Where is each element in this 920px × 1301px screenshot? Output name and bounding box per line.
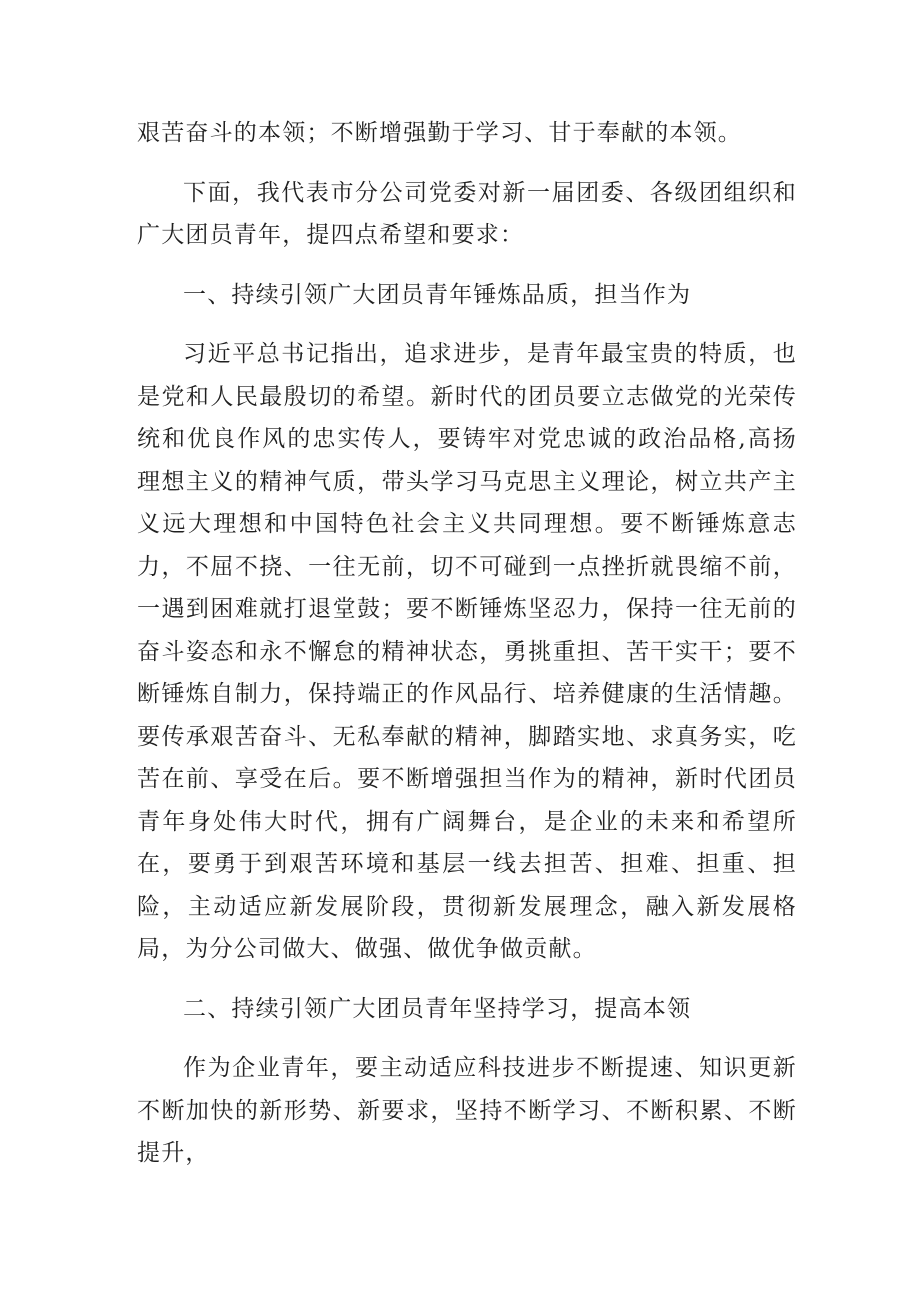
paragraph-intro: 下面，我代表市分公司党委对新一届团委、各级团组织和广大团员青年，提四点希望和要求： bbox=[137, 179, 797, 248]
section-heading-1: 一、持续引领广大团员青年锤炼品质，担当作为 bbox=[183, 281, 692, 308]
paragraph-continuation: 艰苦奋斗的本领；不断增强勤于学习、甘于奉献的本领。 bbox=[137, 120, 742, 146]
paragraph-section-1: 习近平总书记指出，追求进步，是青年最宝贵的特质，也是党和人民最殷切的希望。新时代的团员要立志做党的光荣传统和优良作风的忠实传人，要铸牢对党忠诚的政治品格,高扬理想主义的精神气质，带头学习马克思主义理论，树立共产主义远大理想和中国特色社会主义共同理想。要不断锤炼意志力，不屈不挠、一往无前，切不可碰到一点挫折就畏缩不前，一遇到困难就打退堂鼓；要不断锤炼坚忍力，保持一往无前的奋斗姿态和永不懈怠的精神状态，勇挑重担、苦干实干；要不断锤炼自制力，保持端正的作风品行、培养健康的生活情趣。要传承艰苦奋斗、无私奉献的精神，脚踏实地、求真务实，吃苦在前、享受在后。要不断增强担当作为的精神，新时代团员青年身处伟大时代，拥有广阔舞台，是企业的未来和希望所在，要勇于到艰苦环境和基层一线去担苦、担难、担重、担险，主动适应新发展阶段，贯彻新发展理念，融入新发展格局，为分公司做大、做强、做优争做贡献。 bbox=[137, 341, 797, 962]
paragraph-section-2: 作为企业青年，要主动适应科技进步不断提速、知识更新不断加快的新形势、新要求，坚持不断学习、不断积累、不断提升， bbox=[137, 1055, 797, 1166]
document-body bbox=[137, 112, 797, 1192]
section-heading-2: 二、持续引领广大团员青年坚持学习，提高本领 bbox=[183, 995, 692, 1022]
